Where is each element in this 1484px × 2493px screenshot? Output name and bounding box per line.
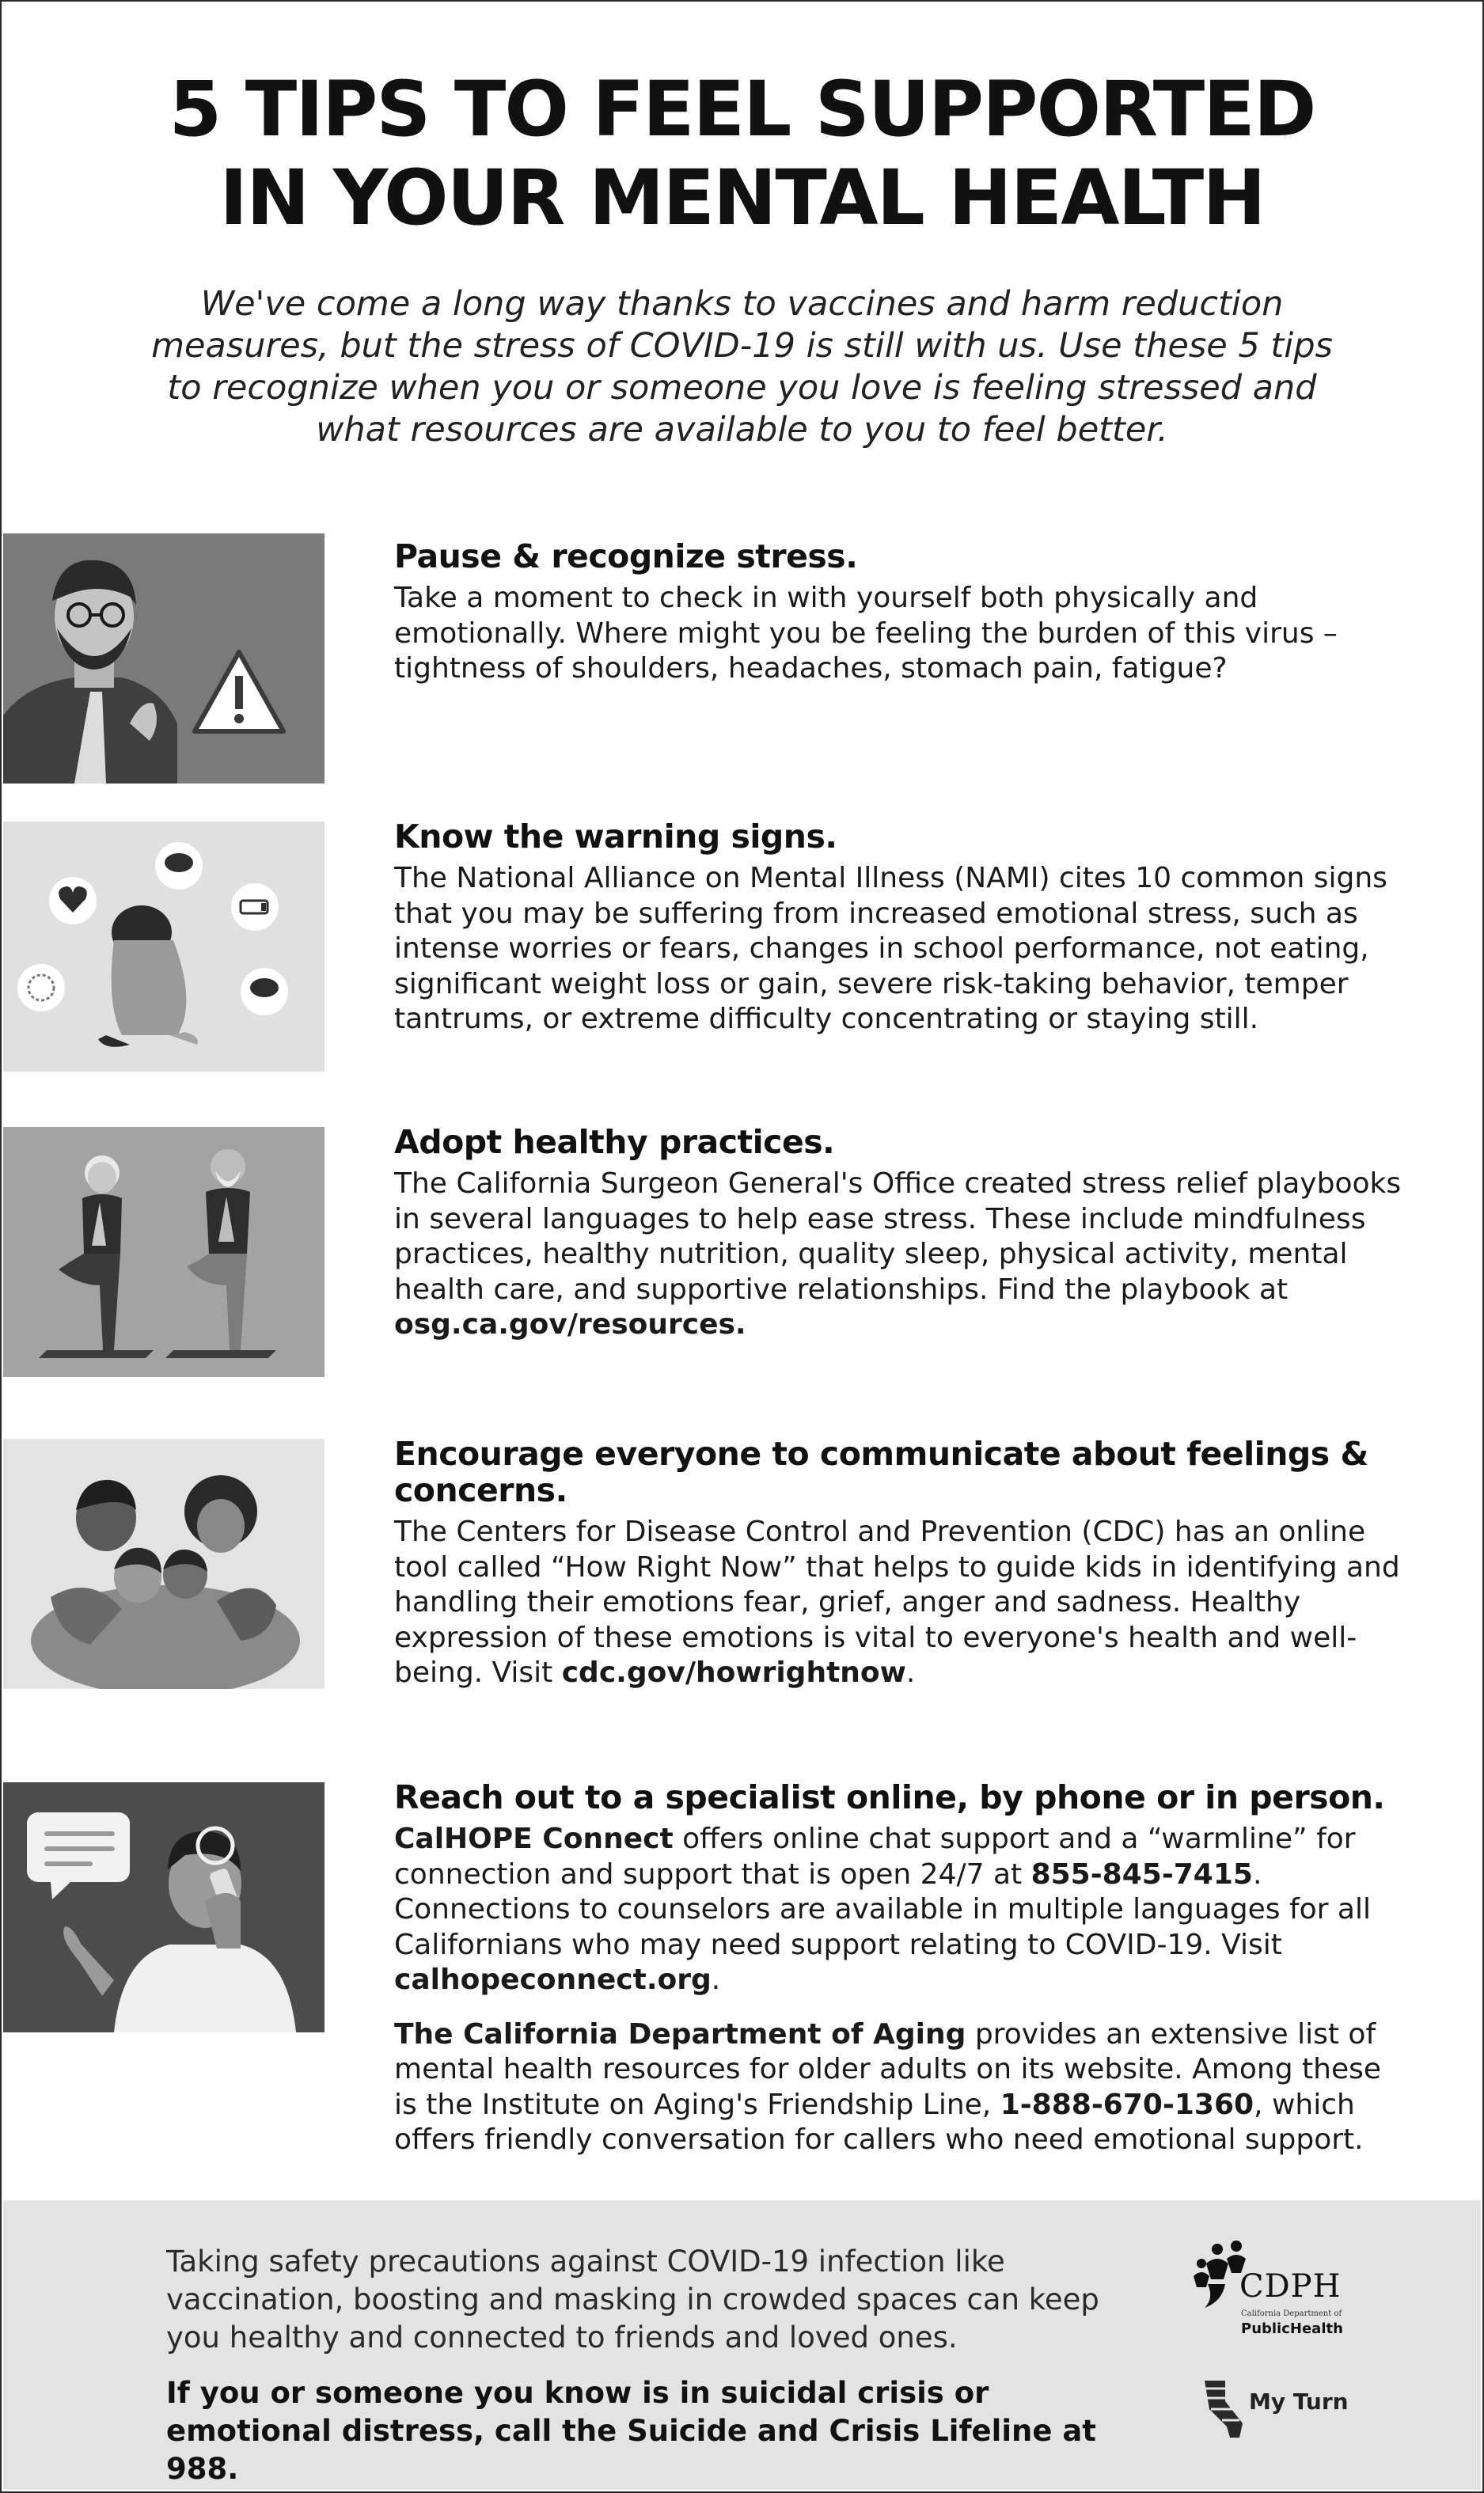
- calhope-phone[interactable]: 855-845-7415: [1030, 1857, 1253, 1891]
- tip-1-text: Take a moment to check in with yourself both physically and emotionally. Where might you be feeling the burden of this virus – tightness of shoulders, headaches, stomach pain, fatigue?: [394, 582, 1338, 685]
- cdph-logo: [1190, 2232, 1364, 2343]
- tip-5-paragraph-1: [394, 1822, 1407, 1998]
- tip-4-text-main: The Centers for Disease Control and Prevention (CDC) has an online tool called “How Right Now” that helps to guide kids in identifying and handling their emotions fear, grief, anger and sadness. Healthy expression of these emotions is vital to everyone's health and well-being. Visit: [394, 1516, 1400, 1689]
- tip-4-text: [394, 1515, 1407, 1691]
- tip-2-text: The National Alliance on Mental Illness (NAMI) cites 10 common signs that you may be suffering from increased emotional stress, such as intense worries or fears, changes in school performance, not eating, significant weight loss or gain, severe risk-taking behavior, temper tantrums, or extreme difficulty concentrating or staying still.: [394, 862, 1387, 1035]
- tip-5-title: Reach out to a specialist online, by phone or in person.: [394, 1778, 1385, 1816]
- title-line-2: IN YOUR MENTAL HEALTH: [219, 154, 1265, 242]
- tip-4-title: Encourage everyone to communicate about feelings & concerns.: [394, 1435, 1368, 1509]
- two-people-doing-yoga-icon: [3, 1127, 325, 1377]
- aging-dept-name: The California Department of Aging: [394, 2017, 966, 2051]
- tip-2-body: [394, 818, 1407, 1038]
- cdph-logo-name: CDPH: [1239, 2268, 1342, 2305]
- calhope-org-name: CalHOPE Connect: [394, 1823, 674, 1855]
- tip-5-paragraph-2: [394, 2017, 1407, 2158]
- tip-3-title: Adopt healthy practices.: [394, 1123, 835, 1161]
- tip-3-text-main: The California Surgeon General's Office created stress relief playbooks in several languages to help ease stress. These include mindfulness practices, healthy nutrition, quality sleep, physical activity, mental health care, and supportive relationships. Find the playbook at: [394, 1167, 1402, 1306]
- my-turn-label: My Turn: [1249, 2389, 1349, 2415]
- tip-5-body: [394, 1779, 1407, 2158]
- friendship-line-phone[interactable]: 1-888-670-1360: [1000, 2088, 1254, 2121]
- my-turn-logo: [1201, 2377, 1376, 2441]
- calhope-link[interactable]: calhopeconnect.org: [394, 1964, 712, 1996]
- family-hugging-icon: [3, 1439, 325, 1689]
- tip-2-title: Know the warning signs.: [394, 818, 837, 856]
- tip-3-link[interactable]: osg.ca.gov/resources.: [394, 1308, 746, 1341]
- page-title: [0, 65, 1484, 242]
- person-on-phone-with-chat-bubble-icon: [3, 1782, 325, 2032]
- crisis-lifeline-text: If you or someone you know is in suicidal crisis or emotional distress, call the Suicide and Crisis Lifeline at 988.: [166, 2376, 1096, 2486]
- tip-1-title: Pause & recognize stress.: [394, 537, 858, 575]
- tip-1-body: [394, 538, 1407, 687]
- cdph-logo-subtitle: PublicHealth: [1241, 2320, 1343, 2337]
- tip-4-text-end: .: [905, 1656, 916, 1689]
- tip-4-body: [394, 1436, 1407, 1691]
- tip-5-p1-text-c: .: [711, 1964, 721, 1996]
- cdph-logo-dept: California Department of: [1241, 2309, 1342, 2318]
- tip-5-p2-text-b: , which offers friendly conversation for callers who need emotional support.: [394, 2088, 1364, 2156]
- tip-5-p1-text-a: offers online chat support and a “warmline” for connection and support that is open 24/7 at: [394, 1823, 1356, 1891]
- tip-3-text: [394, 1167, 1407, 1343]
- california-state-icon: [1201, 2377, 1246, 2441]
- intro-paragraph: We've come a long way thanks to vaccines and harm reduction measures, but the stress of COVID-19 is still with us. Use these 5 tips to recognize when you or someone you love is feeling stressed and what resources are available to you to feel better.: [151, 284, 1333, 450]
- man-thinking-with-warning-sign-icon: [3, 533, 325, 784]
- tip-5-p2-text-a: provides an extensive list of mental health resources for older adults on its website. Among these is the Institute on Aging's Friendship Line,: [394, 2017, 1381, 2121]
- footer-panel: [3, 2200, 1481, 2490]
- title-line-1: 5 TIPS TO FEEL SUPPORTED: [169, 65, 1315, 154]
- footer-safety-text: Taking safety precautions against COVID-19 infection like vaccination, boosting and masking in crowded spaces can keep you healthy and connected to friends and loved ones.: [166, 2244, 1099, 2354]
- tip-5-p1-text-b: . Connections to counselors are available in multiple languages for all Californians who may need support relating to COVID-19. Visit: [394, 1857, 1371, 1961]
- sad-person-with-thought-bubbles-icon: [3, 822, 325, 1072]
- tip-3-body: [394, 1124, 1407, 1343]
- tip-4-link[interactable]: cdc.gov/howrightnow: [561, 1656, 906, 1689]
